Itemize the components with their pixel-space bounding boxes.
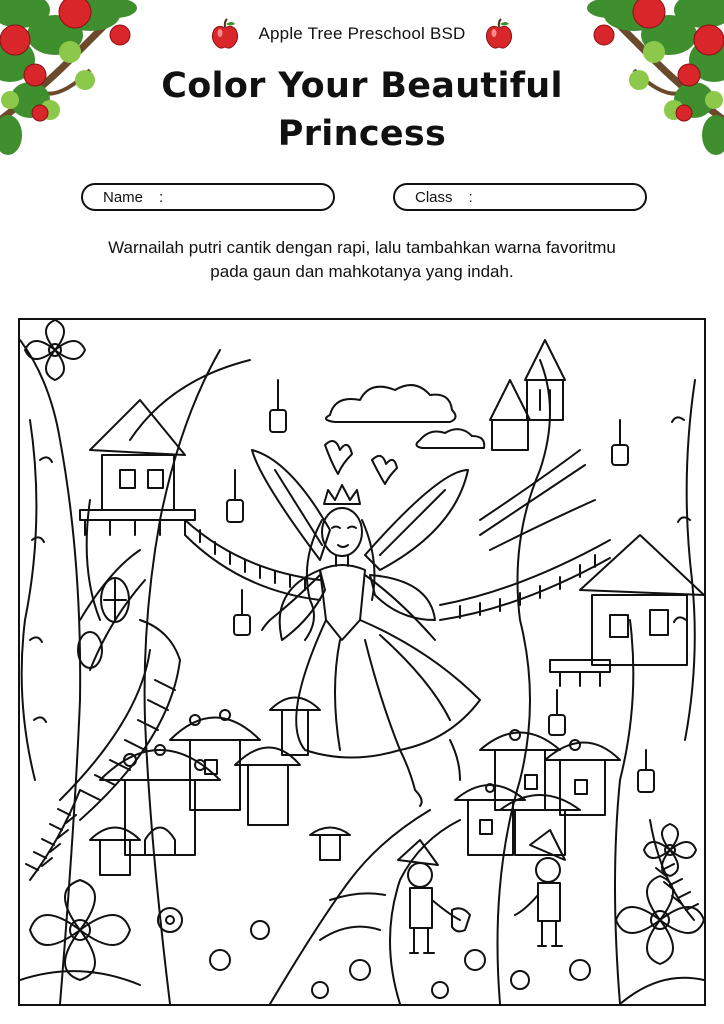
vines	[22, 380, 695, 780]
class-colon: :	[468, 188, 473, 206]
class-label: Class	[415, 188, 453, 206]
title-line-1: Color Your Beautiful	[161, 66, 563, 106]
mushroom-houses-left	[90, 698, 350, 876]
coloring-picture[interactable]	[18, 318, 706, 1006]
class-field[interactable]	[393, 183, 647, 211]
rope-bridge	[185, 520, 610, 620]
lanterns	[227, 380, 654, 792]
left-treehouse	[80, 400, 195, 535]
name-field[interactable]	[81, 183, 335, 211]
mushroom-houses-right	[455, 730, 620, 855]
cloud	[326, 385, 484, 448]
apple-icon	[484, 18, 514, 50]
instruction-line-1: Warnailah putri cantik dengan rapi, lalu tambahkan warna favoritmu	[108, 238, 616, 257]
apple-icon	[210, 18, 240, 50]
right-treehouse	[550, 535, 704, 686]
page-title	[0, 62, 724, 158]
instruction-line-2: pada gaun dan mahkotanya yang indah.	[210, 262, 514, 281]
small-fairies	[325, 441, 397, 484]
name-colon: :	[159, 188, 164, 206]
school-name: Apple Tree Preschool BSD	[258, 24, 466, 43]
instruction-text	[0, 236, 724, 284]
left-tree	[20, 340, 250, 1004]
title-line-2: Princess	[277, 114, 447, 154]
name-label: Name	[103, 188, 144, 206]
elves	[398, 830, 565, 953]
school-header	[0, 18, 724, 50]
